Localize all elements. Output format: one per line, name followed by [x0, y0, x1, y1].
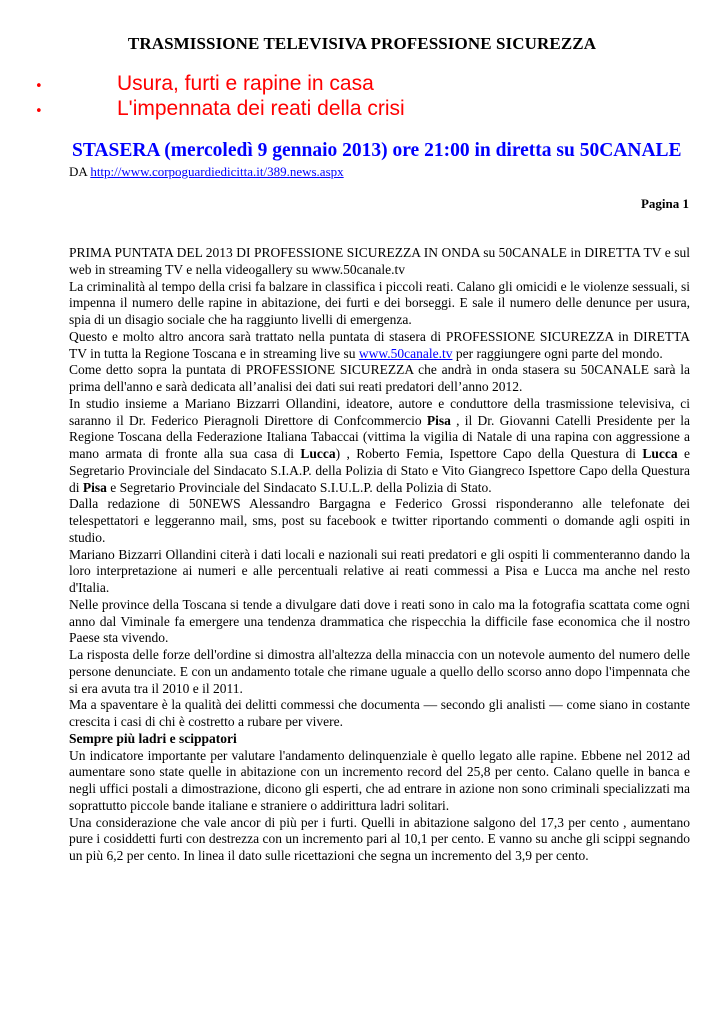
article-paragraph: Un indicatore importante per valutare l'andamento delinquenziale è quello legato alle rapine. Ebbene nel 2012 ad aumentare sono state quelle in abitazione con un incremento record del 25,8 per cento. Calano quelle in banca e negli uffici postali a dimostrazione, dicono gli esperti, che ad entrare in azione non sono criminali specializzati ma soprattutto piccole bande italiane e straniere o addirittura ladri solitari.	[69, 747, 690, 813]
article-paragraph: Come detto sopra la puntata di PROFESSIONE SICUREZZA che andrà in onda stasera su 50CANALE sarà la prima dell'anno e sarà dedicata all’analisi dei dati sui reati predatori dell’anno 2012.	[69, 362, 690, 394]
text-run: e Segretario Provinciale del Sindacato S.I.A.P. della Polizia di Stato e Vito Giangreco Ispettore Capo della Questura di	[69, 446, 690, 495]
text-run: In studio insieme a Mariano Bizzarri Ollandini, ideatore, autore e conduttore della trasmissione televisiva, ci saranno il Dr. Federico Pieragnoli Direttore di Confcommercio	[69, 395, 690, 428]
city-name-bold: Pisa	[426, 412, 451, 428]
source-prefix: DA	[69, 164, 88, 179]
headline-bullet-list	[30, 72, 710, 122]
bullet-text: L'impennata dei reati della crisi	[117, 97, 405, 120]
article-body	[69, 245, 690, 865]
document-title: TRASMISSIONE TELEVISIVA PROFESSIONE SICUREZZA	[127, 34, 597, 53]
bullet-icon: •	[35, 79, 43, 94]
article-paragraph: Mariano Bizzarri Ollandini citerà i dati locali e nazionali sui reati predatori e gli ospiti li commenteranno dando la loro interpretazione ai numeri e alle percentuali relative ai reati commessi a Pisa e Lucca ma anche nel resto d'Italia.	[69, 546, 690, 595]
city-name-bold: Pisa	[82, 479, 107, 495]
text-run: ) , Roberto Femia, Ispettore Capo della Questura di	[335, 446, 643, 461]
text-run: e Segretario Provinciale del Sindacato S.I.U.L.P. della Polizia di Stato.	[106, 479, 492, 495]
text-run: , il Dr. Giovanni Catelli Presidente per la Regione Toscana della Federazione Italiana Tabaccai (vittima la vigilia di Natale di una rapina con aggressione a mano armata di fronte alla sua casa di	[69, 412, 690, 461]
article-paragraph: Nelle province della Toscana si tende a divulgare dati dove i reati sono in calo ma la fotografia scattata come ogni anno dal Viminale fa emergere una tendenza drammatica che rispecchia la difficile fase economica che il nostro Paese sta vivendo.	[69, 596, 690, 646]
article-paragraph	[69, 329, 690, 363]
bullet-icon: •	[35, 104, 43, 119]
article-paragraph: Ma a spaventare è la qualità dei delitti commessi che documenta — secondo gli analisti — come siano in costante crescita i casi di chi è costretto a rubare per vivere.	[69, 697, 690, 729]
article-subheading: Sempre più ladri e scippatori	[69, 730, 237, 746]
source-link[interactable]: http://www.corpoguardiedicitta.it/389.news.aspx	[90, 164, 344, 179]
article-paragraph: Dalla redazione di 50NEWS Alessandro Bargagna e Federico Grossi risponderanno alle telefonate dei telespettatori e leggeranno mail, sms, post su facebook e twitter riportando commenti o domande agli ospiti in studio.	[69, 496, 690, 545]
bullet-item	[30, 72, 710, 97]
broadcast-headline: STASERA (mercoledì 9 gennaio 2013) ore 21:00 in diretta su 50CANALE	[72, 140, 682, 161]
text-run: Questo e molto altro ancora sarà trattato nella puntata di stasera di PROFESSIONE SICUREZZA in DIRETTA TV in tutta la Regione Toscana e in streaming live su	[69, 328, 690, 361]
article-paragraph: Una considerazione che vale ancor di più per i furti. Quelli in abitazione salgono del 17,3 per cento , aumentano pure i cosiddetti furti con destrezza con un incremento pari al 10,1 per cento. E vanno su anche gli scippi segnando un più 6,2 per cento. In linea il dato sulle ricettazioni che segna un incremento del 3,9 per cento.	[69, 814, 690, 863]
page-number-label: Pagina 1	[640, 196, 689, 211]
city-name-bold: Lucca	[642, 446, 678, 461]
city-name-bold: Lucca	[300, 446, 336, 461]
bullet-text: Usura, furti e rapine in casa	[117, 72, 374, 95]
article-paragraph: PRIMA PUNTATA DEL 2013 DI PROFESSIONE SICUREZZA IN ONDA su 50CANALE in DIRETTA TV e sul web in streaming TV e nella videogallery su www.50canale.tv	[69, 245, 690, 277]
article-paragraph: La criminalità al tempo della crisi fa balzare in classifica i piccoli reati. Calano gli omicidi e le violenze sessuali, si impenna il numero delle rapine in abitazione, dei furti e dei borseggi. E sale il numero delle denunce per usura, spia di un disagio sociale che ha raggiunto livelli di emergenza.	[69, 278, 690, 327]
article-paragraph	[69, 396, 690, 497]
bullet-item	[30, 97, 710, 122]
article-paragraph: La risposta delle forze dell'ordine si dimostra all'altezza della minaccia con un notevole aumento del numero delle persone denunciate. E con un andamento totale che rimane uguale a quello dello scorso anno dopo l'impennata che si era avuta tra il 2010 e il 2011.	[69, 647, 690, 696]
source-line	[69, 164, 344, 180]
channel-link[interactable]: www.50canale.tv	[358, 345, 453, 361]
text-run: per raggiungere ogni parte del mondo.	[452, 345, 663, 361]
